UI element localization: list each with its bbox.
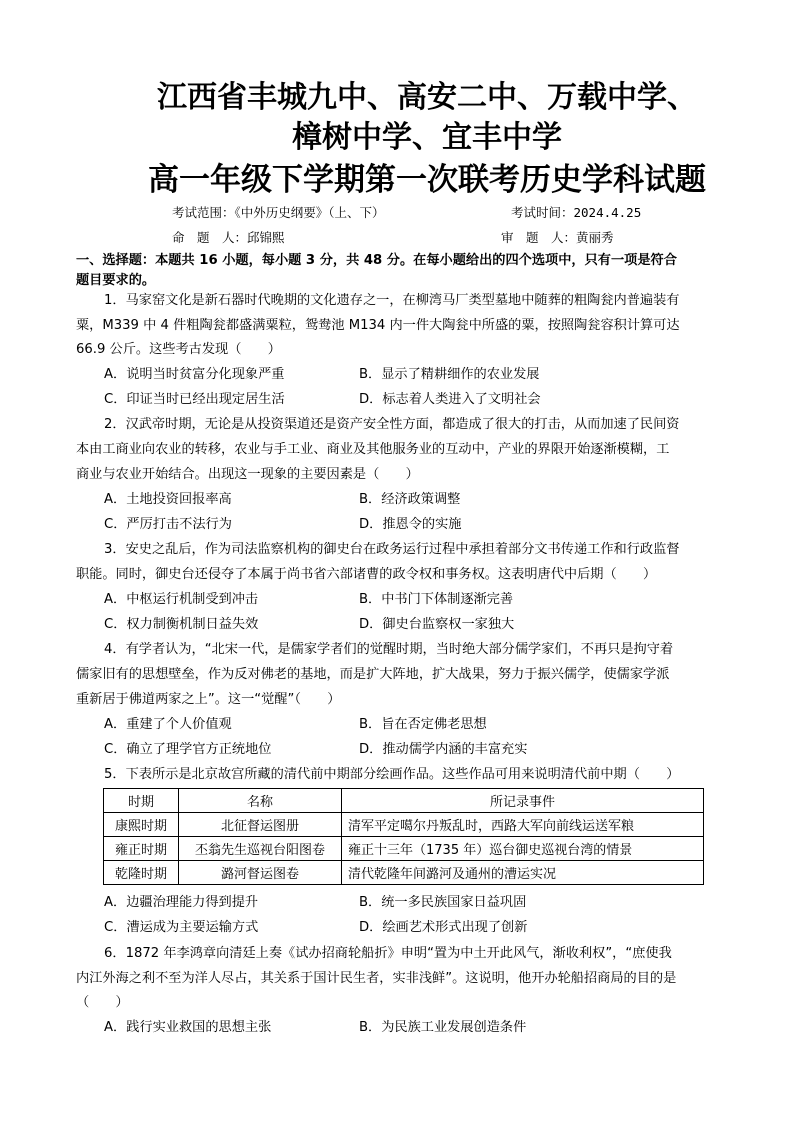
table-cell: 清代乾隆年间潞河及通州的漕运实况 [342,861,704,885]
table-cell: 雍正时期 [104,837,179,861]
exam-title-line2: 樟树中学、宜丰中学 [292,120,562,155]
table-row [104,837,704,861]
option-a: A．说明当时贫富分化现象严重 [104,367,285,382]
option-c: C．严厉打击不法行为 [104,517,232,532]
table-cell: 康熙时期 [104,813,179,837]
option-c: C．权力制衡机制日益失效 [104,617,259,632]
section-heading-cont: 题目要求的。 [76,273,156,288]
question-text: 2．汉武帝时期，无论是从投资渠道还是资产安全性方面，都造成了很大的打击，从而加速了民间资 [104,417,680,432]
table-cell: 丕翁先生巡视台阳图卷 [179,837,342,861]
table-cell: 乾隆时期 [104,861,179,885]
question-text: 1．马家窑文化是新石器时代晚期的文化遗存之一，在柳湾马厂类型墓地中随葬的粗陶瓮内普遍装有 [104,293,680,308]
exam-time: 考试时间：2024.4.25 [511,205,642,220]
option-d: D．推恩令的实施 [359,517,462,532]
section-heading: 一、选择题：本题共 16 小题，每小题 3 分，共 48 分。在每小题给出的四个选项中，只有一项是符合 [76,253,677,268]
option-c: C．印证当时已经出现定居生活 [104,392,285,407]
table-cell: 潞河督运图卷 [179,861,342,885]
option-a: A．边疆治理能力得到提升 [104,895,259,910]
table-cell: 北征督运图册 [179,813,342,837]
table-header: 所记录事件 [342,789,704,813]
option-b: B．经济政策调整 [359,492,461,507]
option-b: B．显示了精耕细作的农业发展 [359,367,540,382]
exam-reviewer: 审 题 人：黄丽秀 [501,230,614,245]
table-cell: 清军平定噶尔丹叛乱时，西路大军向前线运送军粮 [342,813,704,837]
question-text: 商业与农业开始结合。出现这一现象的主要因素是（ ） [76,467,419,482]
exam-author: 命 题 人：邱锦熙 [172,230,285,245]
table-cell: 雍正十三年（1735 年）巡台御史巡视台湾的情景 [342,837,704,861]
question-text: 4．有学者认为，“北宋一代，是儒家学者们的觉醒时期，当时绝大部分儒学家们，不再只是拘守着 [104,642,674,657]
option-a: A．践行实业救国的思想主张 [104,1020,272,1035]
question-text: 职能。同时，御史台还侵夺了本属于尚书省六部诸曹的政令权和事务权。这表明唐代中后期（ ） [76,567,657,582]
question-text: 3．安史之乱后，作为司法监察机构的御史台在政务运行过程中承担着部分文书传递工作和行政监督 [104,542,680,557]
option-c: C．漕运成为主要运输方式 [104,920,259,935]
exam-title-line3: 高一年级下学期第一次联考历史学科试题 [148,162,706,198]
option-c: C．确立了理学官方正统地位 [104,742,272,757]
question-text: （ ） [76,995,129,1010]
question-text: 内江外海之利不至为洋人尽占，其关系于国计民生者，实非浅鲜”。这说明，他开办轮船招商局的目的是 [76,971,677,986]
table-header: 名称 [179,789,342,813]
option-d: D．标志着人类进入了文明社会 [359,392,541,407]
table-row [104,813,704,837]
exam-title-line1: 江西省丰城九中、高安二中、万载中学、 [157,80,697,115]
question-text: 重新居于佛道两家之上”。这一“觉醒”（ ） [76,692,341,707]
option-a: A．中枢运行机制受到冲击 [104,592,259,607]
table-row [104,861,704,885]
option-b: B．为民族工业发展创造条件 [359,1020,527,1035]
table-header: 时期 [104,789,179,813]
option-a: A．土地投资回报率高 [104,492,232,507]
question-text: 儒家旧有的思想壁垒，作为反对佛老的基地，而是扩大阵地，扩大战果，努力于振兴儒学，使儒家学派 [76,667,670,682]
option-b: B．旨在否定佛老思想 [359,717,487,732]
option-a: A．重建了个人价值观 [104,717,232,732]
question-text: 粟，M339 中 4 件粗陶瓮都盛满粟粒，鸳鸯池 M134 内一件大陶瓮中所盛的粟，按照陶瓮容积计算可达 [76,318,680,333]
exam-scope: 考试范围：《中外历史纲要》（上、下） [172,205,385,220]
option-d: D．推动儒学内涵的丰富充实 [359,742,528,757]
option-b: B．统一多民族国家日益巩固 [359,895,527,910]
paintings-table [103,788,704,885]
question-text: 本由工商业向农业的转移，农业与手工业、商业及其他服务业的互动中，产业的界限开始逐渐模糊，工 [76,442,670,457]
option-d: D．绘画艺术形式出现了创新 [359,920,528,935]
question-text: 66.9 公斤。这些考古发现（ ） [76,342,281,357]
question-text: 5．下表所示是北京故宫所藏的清代前中期部分绘画作品。这些作品可用来说明清代前中期（ ） [104,767,680,782]
question-text: 6．1872 年李鸿章向清廷上奏《试办招商轮船折》申明“置为中土开此风气，渐收利权”，“庶使我 [104,946,672,961]
option-d: D．御史台监察权一家独大 [359,617,515,632]
option-b: B．中书门下体制逐渐完善 [359,592,514,607]
table-header-row [104,789,704,813]
